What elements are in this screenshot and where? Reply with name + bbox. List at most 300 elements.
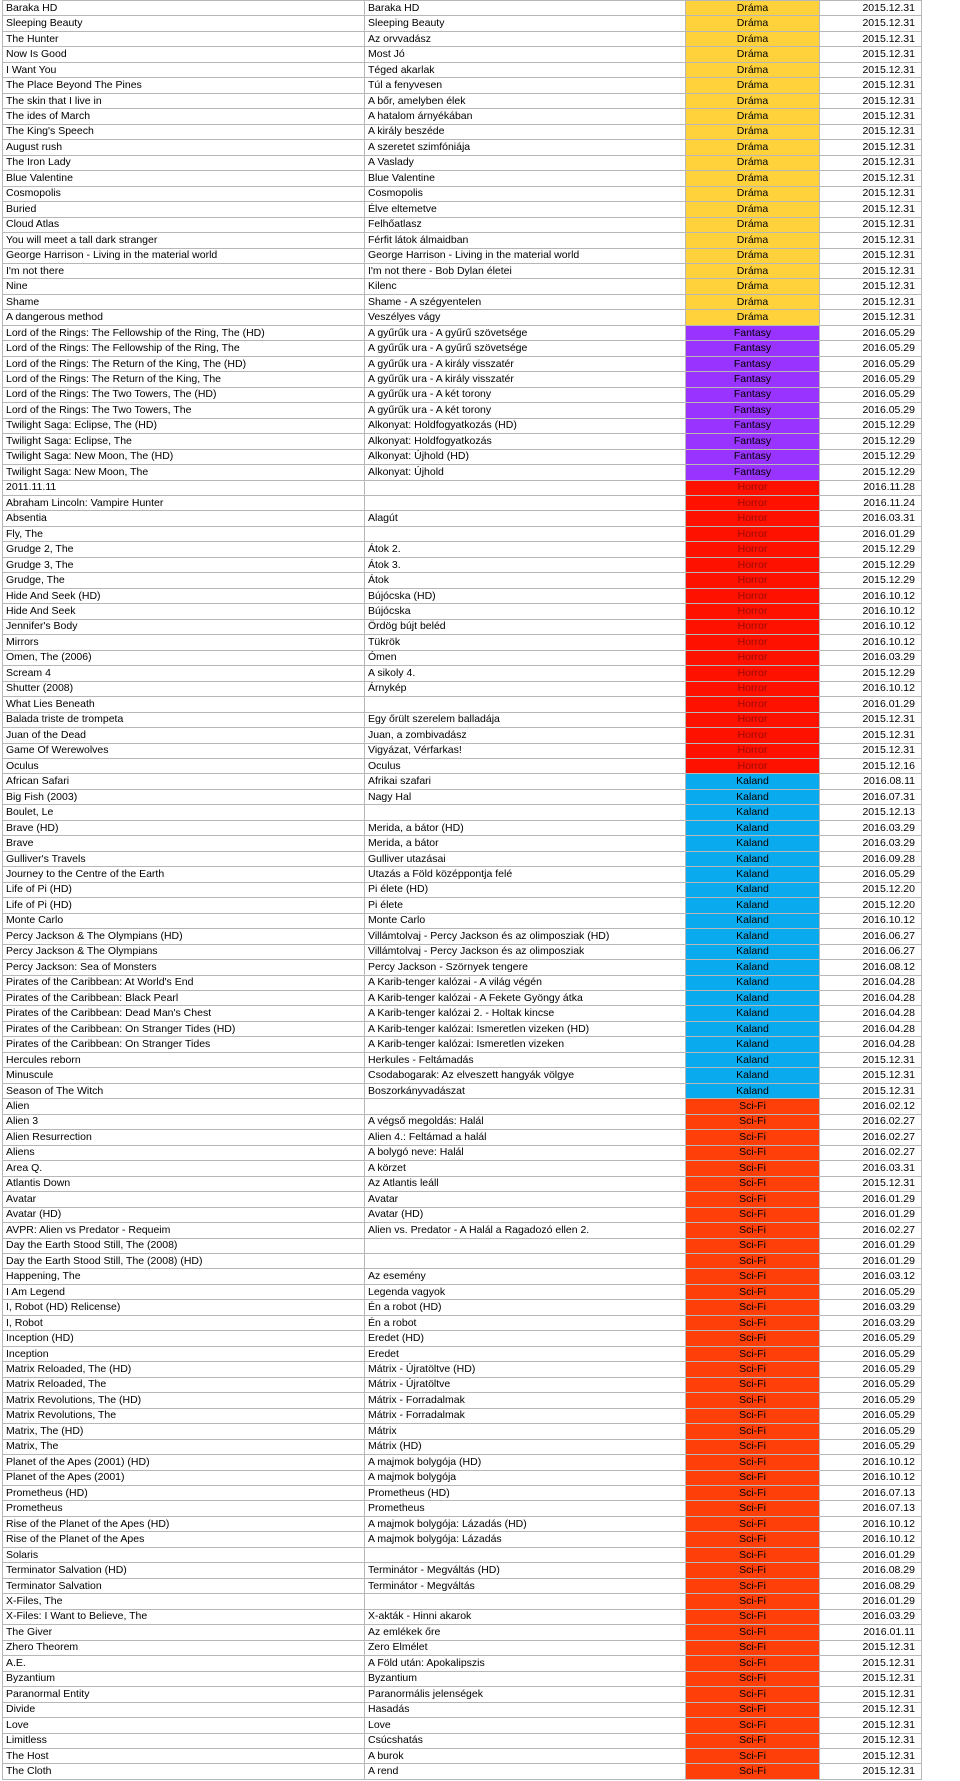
date-cell[interactable]: 2015.12.31 (820, 1702, 922, 1717)
genre-cell[interactable]: Sci-Fi (686, 1547, 820, 1562)
date-cell[interactable]: 2016.04.28 (820, 1037, 922, 1052)
genre-cell[interactable]: Kaland (686, 1006, 820, 1021)
date-cell[interactable]: 2016.05.29 (820, 1408, 922, 1423)
genre-cell[interactable]: Kaland (686, 913, 820, 928)
original-title-cell[interactable]: Cloud Atlas (3, 217, 365, 232)
hungarian-title-cell[interactable]: A bőr, amelyben élek (365, 93, 686, 108)
original-title-cell[interactable]: X-Files, The (3, 1594, 365, 1609)
original-title-cell[interactable]: Abraham Lincoln: Vampire Hunter (3, 496, 365, 511)
hungarian-title-cell[interactable]: Pi élete (HD) (365, 882, 686, 897)
hungarian-title-cell[interactable]: Nagy Hal (365, 789, 686, 804)
date-cell[interactable]: 2016.10.12 (820, 619, 922, 634)
date-cell[interactable]: 2016.11.28 (820, 480, 922, 495)
date-cell[interactable]: 2016.10.12 (820, 1532, 922, 1547)
date-cell[interactable]: 2016.01.29 (820, 1594, 922, 1609)
genre-cell[interactable]: Horror (686, 635, 820, 650)
genre-cell[interactable]: Dráma (686, 124, 820, 139)
genre-cell[interactable]: Sci-Fi (686, 1223, 820, 1238)
hungarian-title-cell[interactable]: A Karib-tenger kalózai: Ismeretlen vizeken (HD) (365, 1021, 686, 1036)
genre-cell[interactable]: Kaland (686, 867, 820, 882)
original-title-cell[interactable]: Inception (HD) (3, 1331, 365, 1346)
original-title-cell[interactable]: Brave (HD) (3, 820, 365, 835)
hungarian-title-cell[interactable]: A majmok bolygója (365, 1470, 686, 1485)
hungarian-title-cell[interactable]: Az orvvadász (365, 31, 686, 46)
original-title-cell[interactable]: Minuscule (3, 1068, 365, 1083)
date-cell[interactable]: 2016.05.29 (820, 1439, 922, 1454)
date-cell[interactable]: 2016.10.12 (820, 1516, 922, 1531)
genre-cell[interactable]: Fantasy (686, 403, 820, 418)
date-cell[interactable]: 2015.12.31 (820, 109, 922, 124)
hungarian-title-cell[interactable]: Alien 4.: Feltámad a halál (365, 1130, 686, 1145)
date-cell[interactable]: 2015.12.31 (820, 728, 922, 743)
hungarian-title-cell[interactable]: George Harrison - Living in the material world (365, 248, 686, 263)
original-title-cell[interactable]: The Place Beyond The Pines (3, 78, 365, 93)
hungarian-title-cell[interactable]: A rend (365, 1764, 686, 1779)
original-title-cell[interactable]: Lord of the Rings: The Return of the King, The (3, 372, 365, 387)
date-cell[interactable]: 2015.12.31 (820, 1764, 922, 1779)
hungarian-title-cell[interactable]: Ómen (365, 650, 686, 665)
hungarian-title-cell[interactable]: Alien vs. Predator - A Halál a Ragadozó ellen 2. (365, 1223, 686, 1238)
original-title-cell[interactable]: 2011.11.11 (3, 480, 365, 495)
hungarian-title-cell[interactable]: A bolygó neve: Halál (365, 1145, 686, 1160)
date-cell[interactable]: 2015.12.31 (820, 217, 922, 232)
hungarian-title-cell[interactable]: Paranormális jelenségek (365, 1687, 686, 1702)
original-title-cell[interactable]: Day the Earth Stood Still, The (2008) (3, 1238, 365, 1253)
date-cell[interactable]: 2015.12.31 (820, 78, 922, 93)
hungarian-title-cell[interactable]: A szeretet szimfóniája (365, 140, 686, 155)
original-title-cell[interactable]: Zhero Theorem (3, 1640, 365, 1655)
genre-cell[interactable]: Sci-Fi (686, 1284, 820, 1299)
date-cell[interactable]: 2016.10.12 (820, 604, 922, 619)
hungarian-title-cell[interactable] (365, 526, 686, 541)
hungarian-title-cell[interactable]: Legenda vagyok (365, 1284, 686, 1299)
hungarian-title-cell[interactable]: Herkules - Feltámadás (365, 1052, 686, 1067)
genre-cell[interactable]: Sci-Fi (686, 1702, 820, 1717)
genre-cell[interactable]: Sci-Fi (686, 1315, 820, 1330)
genre-cell[interactable]: Sci-Fi (686, 1253, 820, 1268)
original-title-cell[interactable]: Blue Valentine (3, 171, 365, 186)
original-title-cell[interactable]: Day the Earth Stood Still, The (2008) (HD) (3, 1253, 365, 1268)
hungarian-title-cell[interactable]: A Karib-tenger kalózai - A Fekete Gyöngy átka (365, 991, 686, 1006)
hungarian-title-cell[interactable]: Merida, a bátor (HD) (365, 820, 686, 835)
hungarian-title-cell[interactable]: Blue Valentine (365, 171, 686, 186)
date-cell[interactable]: 2015.12.29 (820, 542, 922, 557)
hungarian-title-cell[interactable]: A gyűrűk ura - A király visszatér (365, 372, 686, 387)
genre-cell[interactable]: Fantasy (686, 465, 820, 480)
date-cell[interactable]: 2016.05.29 (820, 356, 922, 371)
hungarian-title-cell[interactable]: Egy őrült szerelem balladája (365, 712, 686, 727)
genre-cell[interactable]: Sci-Fi (686, 1733, 820, 1748)
original-title-cell[interactable]: Percy Jackson & The Olympians (3, 944, 365, 959)
date-cell[interactable]: 2015.12.31 (820, 1671, 922, 1686)
original-title-cell[interactable]: Twilight Saga: New Moon, The (3, 465, 365, 480)
genre-cell[interactable]: Horror (686, 526, 820, 541)
date-cell[interactable]: 2016.05.29 (820, 1393, 922, 1408)
hungarian-title-cell[interactable]: Villámtolvaj - Percy Jackson és az olimposziak (365, 944, 686, 959)
genre-cell[interactable]: Dráma (686, 31, 820, 46)
original-title-cell[interactable]: Pirates of the Caribbean: At World's End (3, 975, 365, 990)
date-cell[interactable]: 2015.12.20 (820, 898, 922, 913)
date-cell[interactable]: 2016.05.29 (820, 1362, 922, 1377)
date-cell[interactable]: 2016.03.12 (820, 1269, 922, 1284)
original-title-cell[interactable]: X-Files: I Want to Believe, The (3, 1609, 365, 1624)
date-cell[interactable]: 2016.06.27 (820, 944, 922, 959)
hungarian-title-cell[interactable]: Az emlékek őre (365, 1625, 686, 1640)
original-title-cell[interactable]: Grudge 2, The (3, 542, 365, 557)
date-cell[interactable]: 2016.08.29 (820, 1578, 922, 1593)
hungarian-title-cell[interactable]: Alkonyat: Holdfogyatkozás (HD) (365, 418, 686, 433)
original-title-cell[interactable]: Avatar (HD) (3, 1207, 365, 1222)
genre-cell[interactable]: Fantasy (686, 449, 820, 464)
original-title-cell[interactable]: Jennifer's Body (3, 619, 365, 634)
date-cell[interactable]: 2016.05.29 (820, 387, 922, 402)
genre-cell[interactable]: Dráma (686, 171, 820, 186)
original-title-cell[interactable]: Limitless (3, 1733, 365, 1748)
genre-cell[interactable]: Horror (686, 712, 820, 727)
hungarian-title-cell[interactable]: Eredet (365, 1346, 686, 1361)
genre-cell[interactable]: Dráma (686, 1, 820, 16)
genre-cell[interactable]: Sci-Fi (686, 1594, 820, 1609)
genre-cell[interactable]: Sci-Fi (686, 1238, 820, 1253)
hungarian-title-cell[interactable]: Hasadás (365, 1702, 686, 1717)
original-title-cell[interactable]: Life of Pi (HD) (3, 898, 365, 913)
hungarian-title-cell[interactable]: Prometheus (HD) (365, 1486, 686, 1501)
genre-cell[interactable]: Kaland (686, 975, 820, 990)
date-cell[interactable]: 2015.12.31 (820, 31, 922, 46)
date-cell[interactable]: 2016.10.12 (820, 1455, 922, 1470)
original-title-cell[interactable]: I'm not there (3, 263, 365, 278)
hungarian-title-cell[interactable]: A sikoly 4. (365, 666, 686, 681)
original-title-cell[interactable]: Happening, The (3, 1269, 365, 1284)
original-title-cell[interactable]: Matrix Revolutions, The (3, 1408, 365, 1423)
original-title-cell[interactable]: Matrix, The (HD) (3, 1424, 365, 1439)
original-title-cell[interactable]: AVPR: Alien vs Predator - Requeim (3, 1223, 365, 1238)
hungarian-title-cell[interactable]: A Karib-tenger kalózai: Ismeretlen vizeken (365, 1037, 686, 1052)
hungarian-title-cell[interactable]: A Karib-tenger kalózai - A világ végén (365, 975, 686, 990)
original-title-cell[interactable]: Lord of the Rings: The Two Towers, The (3, 403, 365, 418)
date-cell[interactable]: 2015.12.31 (820, 1083, 922, 1098)
genre-cell[interactable]: Kaland (686, 929, 820, 944)
hungarian-title-cell[interactable]: Afrikai szafari (365, 774, 686, 789)
genre-cell[interactable]: Sci-Fi (686, 1362, 820, 1377)
genre-cell[interactable]: Kaland (686, 836, 820, 851)
date-cell[interactable]: 2016.05.29 (820, 1331, 922, 1346)
original-title-cell[interactable]: Mirrors (3, 635, 365, 650)
genre-cell[interactable]: Sci-Fi (686, 1176, 820, 1191)
hungarian-title-cell[interactable]: Mátrix - Újratöltve (365, 1377, 686, 1392)
date-cell[interactable]: 2016.04.28 (820, 1021, 922, 1036)
date-cell[interactable]: 2015.12.31 (820, 1718, 922, 1733)
date-cell[interactable]: 2015.12.31 (820, 1733, 922, 1748)
genre-cell[interactable]: Sci-Fi (686, 1687, 820, 1702)
original-title-cell[interactable]: Solaris (3, 1547, 365, 1562)
date-cell[interactable]: 2015.12.31 (820, 93, 922, 108)
genre-cell[interactable]: Dráma (686, 233, 820, 248)
original-title-cell[interactable]: The Host (3, 1748, 365, 1763)
hungarian-title-cell[interactable]: Avatar (365, 1192, 686, 1207)
date-cell[interactable]: 2016.10.12 (820, 588, 922, 603)
genre-cell[interactable]: Dráma (686, 263, 820, 278)
hungarian-title-cell[interactable]: Eredet (HD) (365, 1331, 686, 1346)
genre-cell[interactable]: Fantasy (686, 387, 820, 402)
genre-cell[interactable]: Fantasy (686, 434, 820, 449)
genre-cell[interactable]: Sci-Fi (686, 1563, 820, 1578)
hungarian-title-cell[interactable]: Byzantium (365, 1671, 686, 1686)
hungarian-title-cell[interactable]: Tükrök (365, 635, 686, 650)
hungarian-title-cell[interactable]: Bújócska (HD) (365, 588, 686, 603)
genre-cell[interactable]: Kaland (686, 851, 820, 866)
genre-cell[interactable]: Horror (686, 496, 820, 511)
original-title-cell[interactable]: Percy Jackson: Sea of Monsters (3, 960, 365, 975)
date-cell[interactable]: 2015.12.31 (820, 263, 922, 278)
genre-cell[interactable]: Horror (686, 557, 820, 572)
hungarian-title-cell[interactable]: Zero Elmélet (365, 1640, 686, 1655)
hungarian-title-cell[interactable]: Én a robot (365, 1315, 686, 1330)
date-cell[interactable]: 2015.12.31 (820, 712, 922, 727)
original-title-cell[interactable]: Grudge 3, The (3, 557, 365, 572)
genre-cell[interactable]: Sci-Fi (686, 1578, 820, 1593)
date-cell[interactable]: 2016.04.28 (820, 1006, 922, 1021)
original-title-cell[interactable]: You will meet a tall dark stranger (3, 233, 365, 248)
date-cell[interactable]: 2016.03.29 (820, 836, 922, 851)
genre-cell[interactable]: Horror (686, 758, 820, 773)
original-title-cell[interactable]: Season of The Witch (3, 1083, 365, 1098)
original-title-cell[interactable]: Sleeping Beauty (3, 16, 365, 31)
original-title-cell[interactable]: Journey to the Centre of the Earth (3, 867, 365, 882)
genre-cell[interactable]: Dráma (686, 78, 820, 93)
genre-cell[interactable]: Sci-Fi (686, 1656, 820, 1671)
original-title-cell[interactable]: I Am Legend (3, 1284, 365, 1299)
date-cell[interactable]: 2016.05.29 (820, 1346, 922, 1361)
genre-cell[interactable]: Sci-Fi (686, 1346, 820, 1361)
date-cell[interactable]: 2015.12.31 (820, 310, 922, 325)
genre-cell[interactable]: Kaland (686, 1037, 820, 1052)
date-cell[interactable]: 2016.03.31 (820, 511, 922, 526)
hungarian-title-cell[interactable]: A hatalom árnyékában (365, 109, 686, 124)
original-title-cell[interactable]: Terminator Salvation (3, 1578, 365, 1593)
genre-cell[interactable]: Sci-Fi (686, 1145, 820, 1160)
hungarian-title-cell[interactable]: Mátrix - Újratöltve (HD) (365, 1362, 686, 1377)
hungarian-title-cell[interactable]: A körzet (365, 1161, 686, 1176)
date-cell[interactable]: 2016.10.12 (820, 681, 922, 696)
date-cell[interactable]: 2015.12.31 (820, 1687, 922, 1702)
original-title-cell[interactable]: Balada triste de trompeta (3, 712, 365, 727)
date-cell[interactable]: 2015.12.31 (820, 155, 922, 170)
genre-cell[interactable]: Sci-Fi (686, 1439, 820, 1454)
genre-cell[interactable]: Sci-Fi (686, 1424, 820, 1439)
date-cell[interactable]: 2015.12.31 (820, 1656, 922, 1671)
genre-cell[interactable]: Kaland (686, 898, 820, 913)
original-title-cell[interactable]: Shame (3, 294, 365, 309)
original-title-cell[interactable]: Atlantis Down (3, 1176, 365, 1191)
date-cell[interactable]: 2015.12.31 (820, 62, 922, 77)
date-cell[interactable]: 2016.05.29 (820, 372, 922, 387)
date-cell[interactable]: 2015.12.31 (820, 1748, 922, 1763)
hungarian-title-cell[interactable]: Alagút (365, 511, 686, 526)
original-title-cell[interactable]: Love (3, 1718, 365, 1733)
original-title-cell[interactable]: Juan of the Dead (3, 728, 365, 743)
genre-cell[interactable]: Horror (686, 573, 820, 588)
genre-cell[interactable]: Kaland (686, 944, 820, 959)
hungarian-title-cell[interactable]: A Vaslady (365, 155, 686, 170)
date-cell[interactable]: 2016.05.29 (820, 341, 922, 356)
original-title-cell[interactable]: Nine (3, 279, 365, 294)
hungarian-title-cell[interactable]: Téged akarlak (365, 62, 686, 77)
genre-cell[interactable]: Sci-Fi (686, 1207, 820, 1222)
date-cell[interactable]: 2015.12.31 (820, 124, 922, 139)
hungarian-title-cell[interactable]: Ördög bújt beléd (365, 619, 686, 634)
original-title-cell[interactable]: The skin that I live in (3, 93, 365, 108)
hungarian-title-cell[interactable]: A Föld után: Apokalipszis (365, 1656, 686, 1671)
hungarian-title-cell[interactable] (365, 1238, 686, 1253)
original-title-cell[interactable]: The Giver (3, 1625, 365, 1640)
original-title-cell[interactable]: Lord of the Rings: The Two Towers, The (HD) (3, 387, 365, 402)
date-cell[interactable]: 2016.08.11 (820, 774, 922, 789)
date-cell[interactable]: 2016.08.29 (820, 1563, 922, 1578)
date-cell[interactable]: 2016.02.27 (820, 1145, 922, 1160)
date-cell[interactable]: 2016.08.12 (820, 960, 922, 975)
date-cell[interactable]: 2015.12.29 (820, 557, 922, 572)
original-title-cell[interactable]: Life of Pi (HD) (3, 882, 365, 897)
hungarian-title-cell[interactable]: Veszélyes vágy (365, 310, 686, 325)
date-cell[interactable]: 2016.03.31 (820, 1161, 922, 1176)
hungarian-title-cell[interactable]: Alkonyat: Holdfogyatkozás (365, 434, 686, 449)
hungarian-title-cell[interactable]: Én a robot (HD) (365, 1300, 686, 1315)
hungarian-title-cell[interactable]: Csodabogarak: Az elveszett hangyák völgye (365, 1068, 686, 1083)
original-title-cell[interactable]: Matrix Reloaded, The (3, 1377, 365, 1392)
date-cell[interactable]: 2015.12.31 (820, 279, 922, 294)
genre-cell[interactable]: Sci-Fi (686, 1625, 820, 1640)
genre-cell[interactable]: Kaland (686, 991, 820, 1006)
hungarian-title-cell[interactable]: X-akták - Hinni akarok (365, 1609, 686, 1624)
genre-cell[interactable]: Kaland (686, 960, 820, 975)
original-title-cell[interactable]: Lord of the Rings: The Return of the King, The (HD) (3, 356, 365, 371)
hungarian-title-cell[interactable]: Prometheus (365, 1501, 686, 1516)
date-cell[interactable]: 2015.12.31 (820, 140, 922, 155)
date-cell[interactable]: 2016.01.11 (820, 1625, 922, 1640)
genre-cell[interactable]: Kaland (686, 805, 820, 820)
hungarian-title-cell[interactable]: Sleeping Beauty (365, 16, 686, 31)
hungarian-title-cell[interactable]: A király beszéde (365, 124, 686, 139)
genre-cell[interactable]: Sci-Fi (686, 1130, 820, 1145)
hungarian-title-cell[interactable]: Túl a fenyvesen (365, 78, 686, 93)
original-title-cell[interactable]: Brave (3, 836, 365, 851)
genre-cell[interactable]: Dráma (686, 62, 820, 77)
hungarian-title-cell[interactable]: Mátrix (HD) (365, 1439, 686, 1454)
original-title-cell[interactable]: Fly, The (3, 526, 365, 541)
original-title-cell[interactable]: Alien Resurrection (3, 1130, 365, 1145)
date-cell[interactable]: 2016.05.29 (820, 1284, 922, 1299)
genre-cell[interactable]: Fantasy (686, 418, 820, 433)
hungarian-title-cell[interactable]: Boszorkányvadászat (365, 1083, 686, 1098)
date-cell[interactable]: 2016.03.29 (820, 1300, 922, 1315)
date-cell[interactable]: 2015.12.31 (820, 294, 922, 309)
genre-cell[interactable]: Kaland (686, 1021, 820, 1036)
hungarian-title-cell[interactable]: A gyűrűk ura - A király visszatér (365, 356, 686, 371)
date-cell[interactable]: 2016.05.29 (820, 867, 922, 882)
hungarian-title-cell[interactable]: Alkonyat: Újhold (HD) (365, 449, 686, 464)
original-title-cell[interactable]: Baraka HD (3, 1, 365, 16)
original-title-cell[interactable]: Scream 4 (3, 666, 365, 681)
date-cell[interactable]: 2015.12.31 (820, 202, 922, 217)
hungarian-title-cell[interactable]: Átok (365, 573, 686, 588)
date-cell[interactable]: 2016.01.29 (820, 1192, 922, 1207)
genre-cell[interactable]: Sci-Fi (686, 1671, 820, 1686)
genre-cell[interactable]: Dráma (686, 155, 820, 170)
original-title-cell[interactable]: Alien 3 (3, 1114, 365, 1129)
hungarian-title-cell[interactable]: Az Atlantis leáll (365, 1176, 686, 1191)
genre-cell[interactable]: Fantasy (686, 325, 820, 340)
original-title-cell[interactable]: I Want You (3, 62, 365, 77)
date-cell[interactable]: 2016.05.29 (820, 1377, 922, 1392)
genre-cell[interactable]: Sci-Fi (686, 1269, 820, 1284)
hungarian-title-cell[interactable]: Love (365, 1718, 686, 1733)
date-cell[interactable]: 2015.12.29 (820, 449, 922, 464)
hungarian-title-cell[interactable]: Mátrix - Forradalmak (365, 1393, 686, 1408)
date-cell[interactable]: 2015.12.31 (820, 16, 922, 31)
original-title-cell[interactable]: A dangerous method (3, 310, 365, 325)
hungarian-title-cell[interactable] (365, 805, 686, 820)
genre-cell[interactable]: Dráma (686, 248, 820, 263)
hungarian-title-cell[interactable]: Villámtolvaj - Percy Jackson és az olimposziak (HD) (365, 929, 686, 944)
date-cell[interactable]: 2016.09.28 (820, 851, 922, 866)
hungarian-title-cell[interactable]: A Karib-tenger kalózai 2. - Holtak kincse (365, 1006, 686, 1021)
hungarian-title-cell[interactable]: A gyűrűk ura - A két torony (365, 387, 686, 402)
date-cell[interactable]: 2015.12.31 (820, 1068, 922, 1083)
date-cell[interactable]: 2016.07.13 (820, 1486, 922, 1501)
original-title-cell[interactable]: I, Robot (3, 1315, 365, 1330)
genre-cell[interactable]: Horror (686, 480, 820, 495)
date-cell[interactable]: 2016.07.31 (820, 789, 922, 804)
hungarian-title-cell[interactable]: Gulliver utazásai (365, 851, 686, 866)
hungarian-title-cell[interactable]: Alkonyat: Újhold (365, 465, 686, 480)
date-cell[interactable]: 2015.12.16 (820, 758, 922, 773)
genre-cell[interactable]: Sci-Fi (686, 1393, 820, 1408)
genre-cell[interactable]: Sci-Fi (686, 1455, 820, 1470)
genre-cell[interactable]: Horror (686, 743, 820, 758)
genre-cell[interactable]: Sci-Fi (686, 1114, 820, 1129)
original-title-cell[interactable]: August rush (3, 140, 365, 155)
hungarian-title-cell[interactable]: I'm not there - Bob Dylan életei (365, 263, 686, 278)
hungarian-title-cell[interactable]: Mátrix - Forradalmak (365, 1408, 686, 1423)
original-title-cell[interactable]: Terminator Salvation (HD) (3, 1563, 365, 1578)
date-cell[interactable]: 2016.05.29 (820, 325, 922, 340)
original-title-cell[interactable]: Byzantium (3, 1671, 365, 1686)
hungarian-title-cell[interactable]: Árnykép (365, 681, 686, 696)
hungarian-title-cell[interactable]: A gyűrűk ura - A két torony (365, 403, 686, 418)
original-title-cell[interactable]: Prometheus (HD) (3, 1486, 365, 1501)
hungarian-title-cell[interactable] (365, 1547, 686, 1562)
hungarian-title-cell[interactable]: Most Jó (365, 47, 686, 62)
genre-cell[interactable]: Sci-Fi (686, 1748, 820, 1763)
date-cell[interactable]: 2016.01.29 (820, 1253, 922, 1268)
original-title-cell[interactable]: Game Of Werewolves (3, 743, 365, 758)
date-cell[interactable]: 2015.12.29 (820, 418, 922, 433)
original-title-cell[interactable]: Twilight Saga: Eclipse, The (3, 434, 365, 449)
genre-cell[interactable]: Sci-Fi (686, 1486, 820, 1501)
genre-cell[interactable]: Kaland (686, 774, 820, 789)
hungarian-title-cell[interactable]: Mátrix (365, 1424, 686, 1439)
genre-cell[interactable]: Horror (686, 650, 820, 665)
hungarian-title-cell[interactable] (365, 480, 686, 495)
date-cell[interactable]: 2016.01.29 (820, 1207, 922, 1222)
genre-cell[interactable]: Sci-Fi (686, 1161, 820, 1176)
genre-cell[interactable]: Sci-Fi (686, 1718, 820, 1733)
genre-cell[interactable]: Sci-Fi (686, 1470, 820, 1485)
hungarian-title-cell[interactable] (365, 1099, 686, 1114)
genre-cell[interactable]: Fantasy (686, 356, 820, 371)
genre-cell[interactable]: Kaland (686, 789, 820, 804)
